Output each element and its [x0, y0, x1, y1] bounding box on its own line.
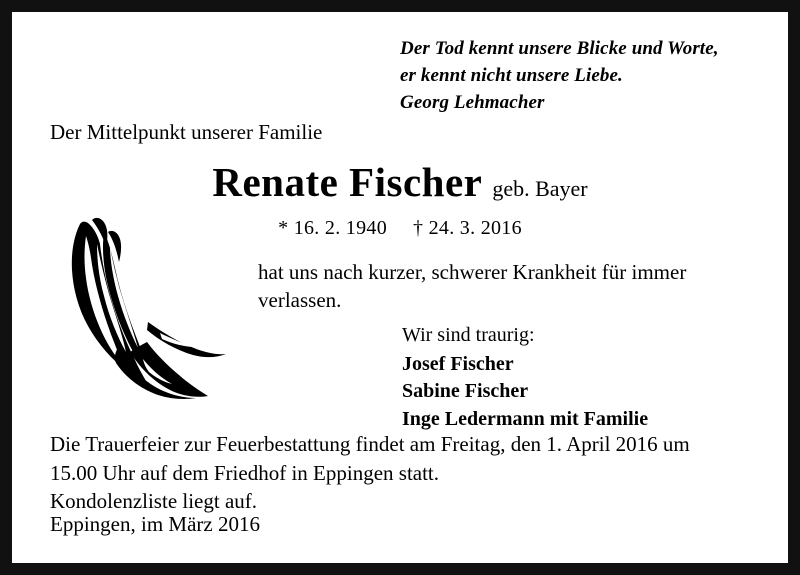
intro-line: Der Mittelpunkt unserer Familie: [50, 120, 323, 144]
place-and-date: Eppingen, im März 2016: [50, 512, 260, 536]
mourner-name: Inge Ledermann mit Familie: [402, 407, 649, 430]
epitaph-quote: [400, 36, 719, 117]
quote-line-1: Der Tod kennt unsere Blicke und Worte,: [400, 38, 719, 59]
service-details: [50, 430, 740, 516]
body-line-1: hat uns nach kurzer, schwerer Krankheit für immer: [258, 260, 687, 284]
quote-line-2: er kennt nicht unsere Liebe.: [400, 64, 623, 86]
quote-author: Georg Lehmacher: [400, 91, 545, 113]
body-line-2: verlassen.: [258, 288, 342, 313]
service-line-3: Kondolenzliste liegt auf.: [50, 489, 258, 514]
service-line-2: 15.00 Uhr auf dem Friedhof in Eppingen statt.: [50, 460, 440, 485]
praying-hands-icon: [48, 202, 228, 402]
deceased-name-line: [12, 158, 788, 206]
birth-date: * 16. 2. 1940: [278, 217, 387, 239]
body-text: [258, 258, 728, 314]
mourner-name: Sabine Fischer: [402, 380, 529, 403]
death-date: † 24. 3. 2016: [413, 217, 522, 239]
mourners-block: [402, 322, 648, 433]
obituary-inner: [12, 12, 788, 563]
service-line-1: Die Trauerfeier zur Feuerbestattung findet am Freitag, den 1. April 2016 um: [50, 432, 690, 456]
mourners-lead: Wir sind traurig:: [402, 324, 535, 346]
deceased-name: Renate Fischer: [212, 159, 483, 205]
mourner-name: Josef Fischer: [402, 353, 514, 376]
deceased-maiden-name: geb. Bayer: [492, 176, 588, 201]
